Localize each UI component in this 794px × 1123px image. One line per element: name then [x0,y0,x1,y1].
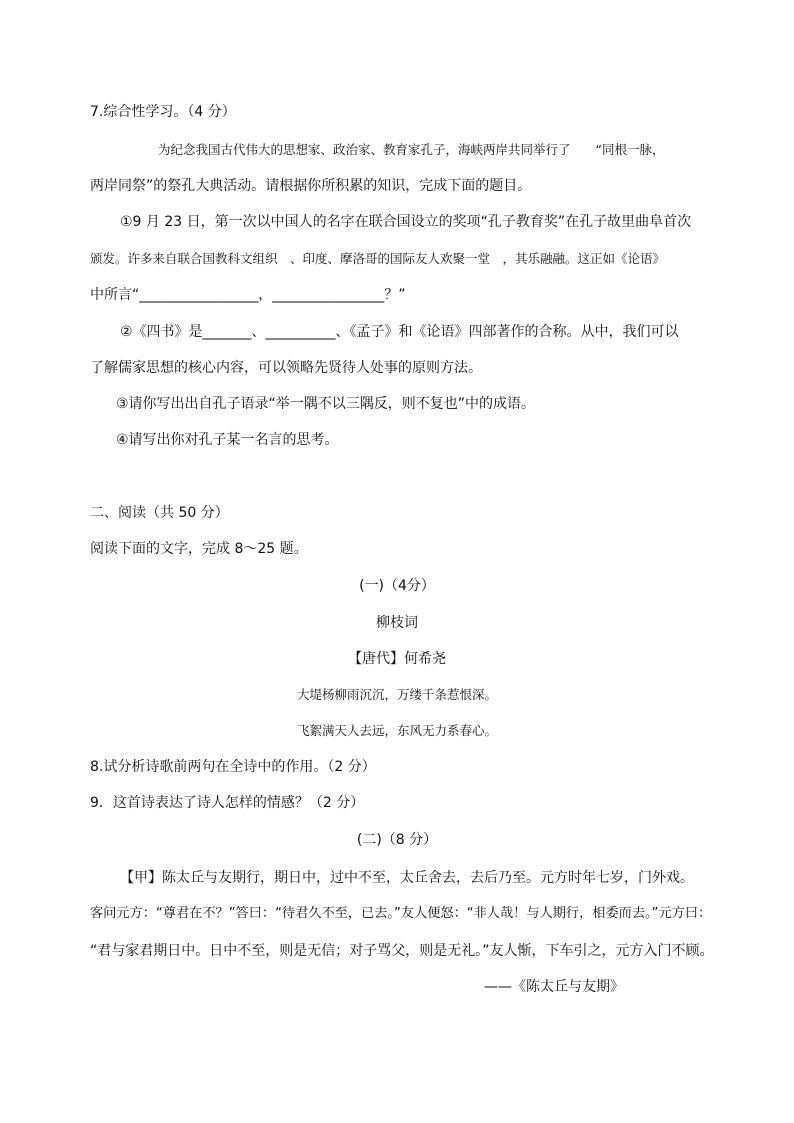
passage-line-1: 【甲】陈太丘与友期行，期日中，过中不至，太丘舍去，去后乃至。元方时年七岁，门外戏。 [120,870,694,886]
passage-line-3: “君与家君期日中。日中不至，则是无信；对子骂父，则是无礼。”友人惭，下车引之，元方入门不顾。 [90,943,714,959]
q7-title: 7.综合性学习。（4 分） [90,104,236,120]
section-2-instruction: 阅读下面的文字，完成 8～25 题。 [90,541,308,557]
q7-item-2-line-2: 了解儒家思想的核心内容，可以领略先贤待人处事的原则方法。 [90,360,482,376]
q7-item-2-line-1: ②《四书》是_______、__________、《孟子》和《论语》四部著作的合称。从中，我们可以 [120,324,679,340]
q7-intro-line-1: 为纪念我国古代伟大的思想家、政治家、教育家孔子，海峡两岸共同举行了 “同根一脉， [158,142,665,157]
q7-item-4: ④请写出你对孔子某一名言的思考。 [116,432,339,448]
question-9: 9．这首诗表达了诗人怎样的情感？（2 分） [90,795,365,811]
q7-intro-line-2: 两岸同祭”的祭孔大典活动。请根据你所积累的知识，完成下面的题目。 [90,178,532,194]
poem-line-2: 飞絮满天人去远，东风无力系春心。 [296,723,497,738]
poem-title: 柳枝词 [376,615,418,631]
passage-line-2: 客问元方：“尊君在不？”答曰：“待君久不至，已去。”友人便怒：“非人哉！与人期行，相委而去。”元方曰： [90,906,712,921]
question-8: 8.试分析诗歌前两句在全诗中的作用。（2 分） [90,759,376,775]
part-1-heading: (一)（4分） [359,578,435,594]
q7-item-1-line-3: 中所言“_________________，________________？” [90,287,406,303]
q7-item-1-line-2: 颁发。许多来自联合国教科文组织 、印度、摩洛哥的国际友人欢聚一堂 ，其乐融融。这正如《论语》 [90,251,666,266]
part-2-heading: (二)（8 分） [356,832,438,848]
poem-line-1: 大堤杨柳雨沉沉，万缕千条惹恨深。 [296,687,497,702]
section-2-title: 二、阅读（共 50 分） [90,505,229,521]
q7-item-1-line-1: ①9 月 23 日，第一次以中国人的名字在联合国设立的奖项“孔子教育奖”在孔子故里曲阜首次 [120,214,692,230]
q7-item-3: ③请你写出出自孔子语录“举一隅不以三隅反，则不复也”中的成语。 [116,396,536,412]
poem-author: 【唐代】何希尧 [348,651,446,667]
passage-source: ——《陈太丘与友期》 [484,979,624,995]
